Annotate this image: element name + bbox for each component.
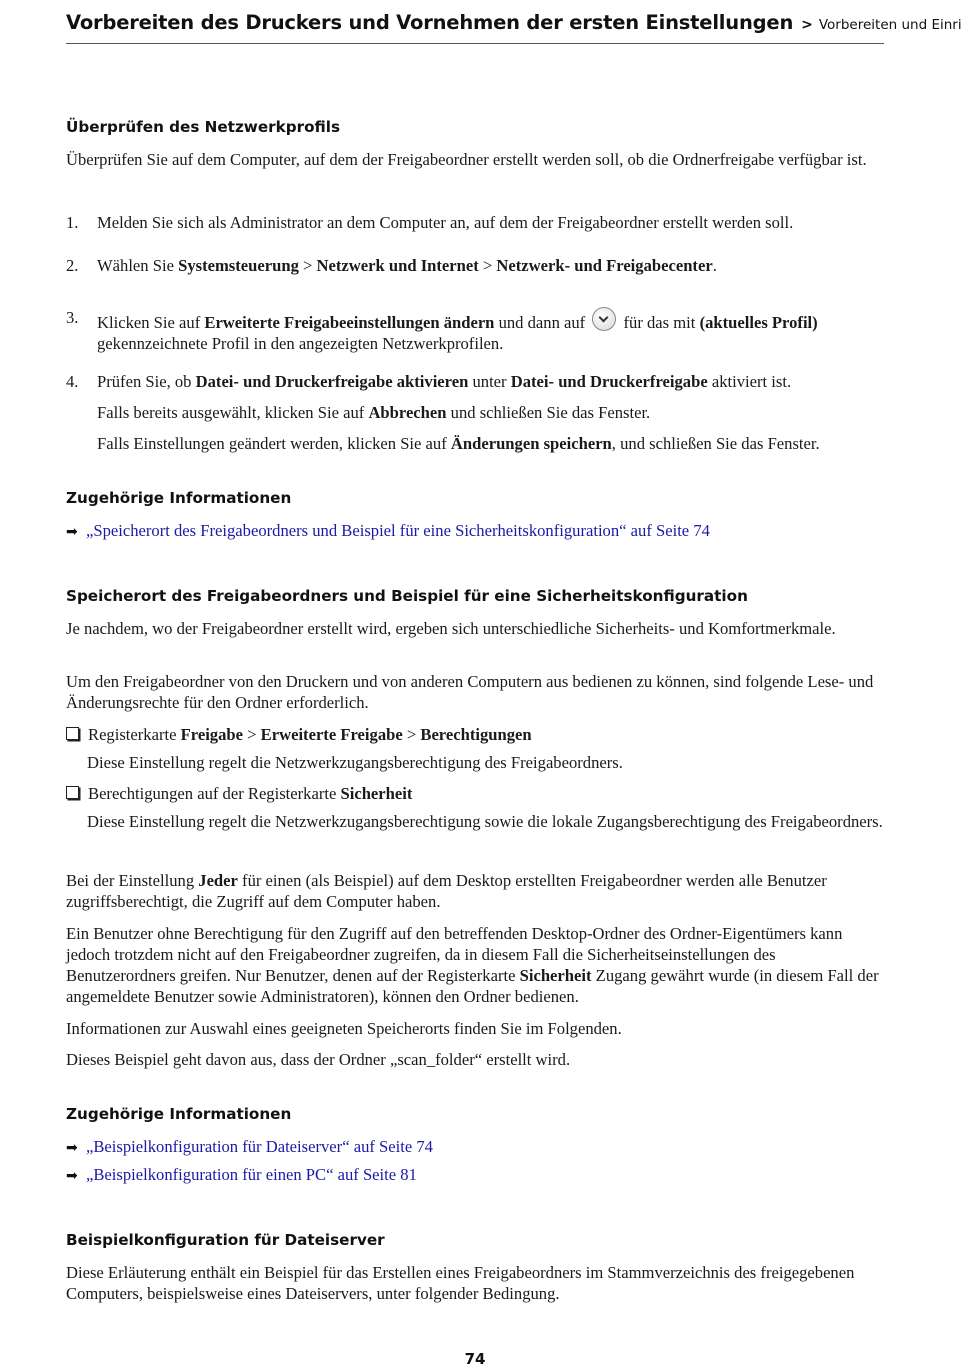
paragraph-text: Diese Erläuterung enthält ein Beispiel für das Erstellen eines Freigabeordners im Stammverzeichnis des freigegebenen Computers, beispielsweise eines Dateiservers, unter folgender Bedingung. [66, 1263, 855, 1303]
menu-path-sharing-center: Netzwerk- und Freigabecenter [496, 256, 713, 275]
paragraph [66, 671, 884, 713]
related-link-pc[interactable]: „Beispielkonfiguration für einen PC“ auf Seite 81 [86, 1165, 417, 1184]
text: für das mit [619, 313, 700, 332]
related-link-row [66, 1136, 884, 1159]
term-file-printer-sharing: Datei- und Druckerfreigabe [510, 372, 708, 391]
text: Wählen Sie [97, 256, 179, 275]
paragraph [66, 149, 884, 170]
page-header [66, 11, 962, 44]
breadcrumb: Vorbereiten und Einri [818, 17, 962, 33]
bullet-item-security-tab [66, 783, 884, 855]
arrow-right-icon: ➡ [66, 1140, 78, 1156]
chapter-title: Vorbereiten des Druckers und Vornehmen der ersten Einstellungen [66, 11, 794, 34]
term-enable-sharing: Datei- und Druckerfreigabe aktivieren [195, 372, 469, 391]
expand-chevron-icon [592, 307, 616, 331]
related-link-row [66, 1164, 884, 1187]
heading-text: Speicherort des Freigabeordners und Beispiel für eine Sicherheitskonfiguration [66, 587, 748, 605]
heading-text: Überprüfen des Netzwerkprofils [66, 118, 341, 136]
bullet-line [66, 724, 532, 745]
text: Prüfen Sie, ob [97, 372, 196, 391]
intro-text: Überprüfen Sie auf dem Computer, auf dem der Freigabeordner erstellt werden soll, ob die Ordnerfreigabe verfügbar ist. [66, 150, 867, 169]
section-heading-network-profile [66, 118, 884, 136]
paragraph [66, 870, 884, 912]
paragraph [66, 1049, 884, 1070]
text: > [402, 725, 421, 744]
text: Klicken Sie auf [97, 313, 205, 332]
text: > [478, 256, 497, 275]
step-number: 1. [66, 213, 79, 232]
term-everyone: Jeder [198, 871, 238, 890]
related-info-heading [66, 1105, 884, 1123]
text: Falls Einstellungen geändert werden, klicken Sie auf [97, 434, 451, 453]
text: Registerkarte [88, 725, 181, 744]
text: und dann auf [494, 313, 590, 332]
bullet-description: Diese Einstellung regelt die Netzwerkzugangsberechtigung sowie die lokale Zugangsberechtigung des Freigabeordners. [87, 812, 883, 831]
paragraph-text: Dieses Beispiel geht davon aus, dass der Ordner „scan_folder“ erstellt wird. [66, 1050, 571, 1069]
heading-text: Zugehörige Informationen [66, 489, 292, 507]
term-advanced-sharing: Erweiterte Freigabeeinstellungen ändern [204, 313, 495, 332]
step-text: Melden Sie sich als Administrator an dem Computer an, auf dem der Freigabeordner erstellt werden soll. [97, 213, 794, 232]
paragraph-text [66, 870, 884, 912]
step-4-note-2 [66, 433, 884, 455]
menu-path-network-internet: Netzwerk und Internet [316, 256, 479, 275]
bullet-line [66, 783, 412, 804]
step-4-note-1 [66, 402, 884, 424]
term-sharing: Freigabe [180, 725, 243, 744]
text: . [712, 256, 717, 275]
checkbox-bullet-icon [66, 786, 79, 799]
heading-text: Zugehörige Informationen [66, 1105, 292, 1123]
term-advanced-sharing-tab: Erweiterte Freigabe [260, 725, 403, 744]
arrow-right-icon: ➡ [66, 1168, 78, 1184]
text: und schließen Sie das Fenster. [446, 403, 651, 422]
text: aktiviert ist. [707, 372, 792, 391]
text: unter [468, 372, 511, 391]
text: Falls bereits ausgewählt, klicken Sie auf [97, 403, 369, 422]
breadcrumb-separator: > [801, 17, 813, 33]
text: Berechtigungen auf der Registerkarte [88, 784, 341, 803]
related-link-file-server[interactable]: „Beispielkonfiguration für Dateiserver“ auf Seite 74 [86, 1137, 433, 1156]
paragraph [66, 1018, 884, 1039]
paragraph [66, 923, 884, 1007]
text: Ein Benutzer ohne Berechtigung für den Zugriff auf den betreffenden Desktop-Ordner des Ordner-Eigentümers kann jedoch trotzdem nicht auf den Freigabeordner zugreifen, da in diesem Fall die Sicherheitseinstellungen des Benutzerordners greifen. Nur Benutzer, denen auf der Registerkarte [66, 924, 843, 985]
term-security: Sicherheit [519, 966, 592, 985]
step-number: 4. [66, 372, 79, 391]
paragraph-text: Informationen zur Auswahl eines geeigneten Speicherorts finden Sie im Folgenden. [66, 1019, 622, 1038]
section-heading-file-server [66, 1231, 884, 1249]
paragraph-text: Um den Freigabeordner von den Druckern und von anderen Computern aus bedienen zu können, sind folgende Lese- und Änderungsrechte für den Ordner erforderlich. [66, 672, 874, 712]
arrow-right-icon: ➡ [66, 524, 78, 540]
step-text [97, 371, 887, 392]
note-text [97, 433, 887, 454]
related-info-heading [66, 489, 884, 507]
term-permissions: Berechtigungen [420, 725, 532, 744]
term-cancel: Abbrechen [368, 403, 447, 422]
term-save-changes: Änderungen speichern [450, 434, 612, 453]
paragraph-text: Je nachdem, wo der Freigabeordner erstellt wird, ergeben sich unterschiedliche Sicherheits- und Komfortmerkmale. [66, 619, 836, 638]
term-security: Sicherheit [340, 784, 413, 803]
text: gekennzeichnete Profil in den angezeigten Netzwerkprofilen. [97, 334, 504, 353]
list-item-step-3 [66, 307, 884, 351]
text: , und schließen Sie das Fenster. [611, 434, 820, 453]
related-link-storage-location[interactable]: „Speicherort des Freigabeordners und Beispiel für eine Sicherheitskonfiguration“ auf Seite 74 [86, 521, 710, 540]
menu-path-control-panel: Systemsteuerung [178, 256, 299, 275]
note-text [97, 402, 887, 423]
text: für einen (als Beispiel) auf dem Desktop erstellten Freigabeordner werden alle Benutzer zugriffsberechtigt, die Zugriff auf dem Computer haben. [66, 871, 827, 911]
bullet-item-sharing-tab [66, 724, 884, 774]
list-item-step-1 [66, 212, 884, 234]
list-item-step-4 [66, 371, 884, 393]
step-text [97, 255, 887, 276]
step-number: 3. [66, 308, 79, 327]
text: > [243, 725, 261, 744]
text: Bei der Einstellung [66, 871, 199, 890]
bullet-description: Diese Einstellung regelt die Netzwerkzugangsberechtigung des Freigabeordners. [87, 753, 623, 772]
step-text [97, 307, 887, 354]
list-item-step-2 [66, 255, 884, 277]
term-current-profile: (aktuelles Profil) [699, 313, 818, 332]
text: > [298, 256, 317, 275]
page-number: 74 [464, 1350, 486, 1368]
paragraph-text [66, 923, 884, 1007]
checkbox-bullet-icon [66, 727, 79, 740]
heading-text: Beispielkonfiguration für Dateiserver [66, 1231, 385, 1249]
section-heading-storage-location [66, 587, 884, 605]
related-link-row [66, 520, 884, 543]
step-number: 2. [66, 256, 79, 275]
paragraph [66, 1262, 884, 1304]
text: Zugang gewährt wurde (in diesem Fall der angemeldete Benutzer sowie Administratoren), können den Ordner bedienen. [66, 966, 879, 1006]
paragraph [66, 618, 884, 639]
